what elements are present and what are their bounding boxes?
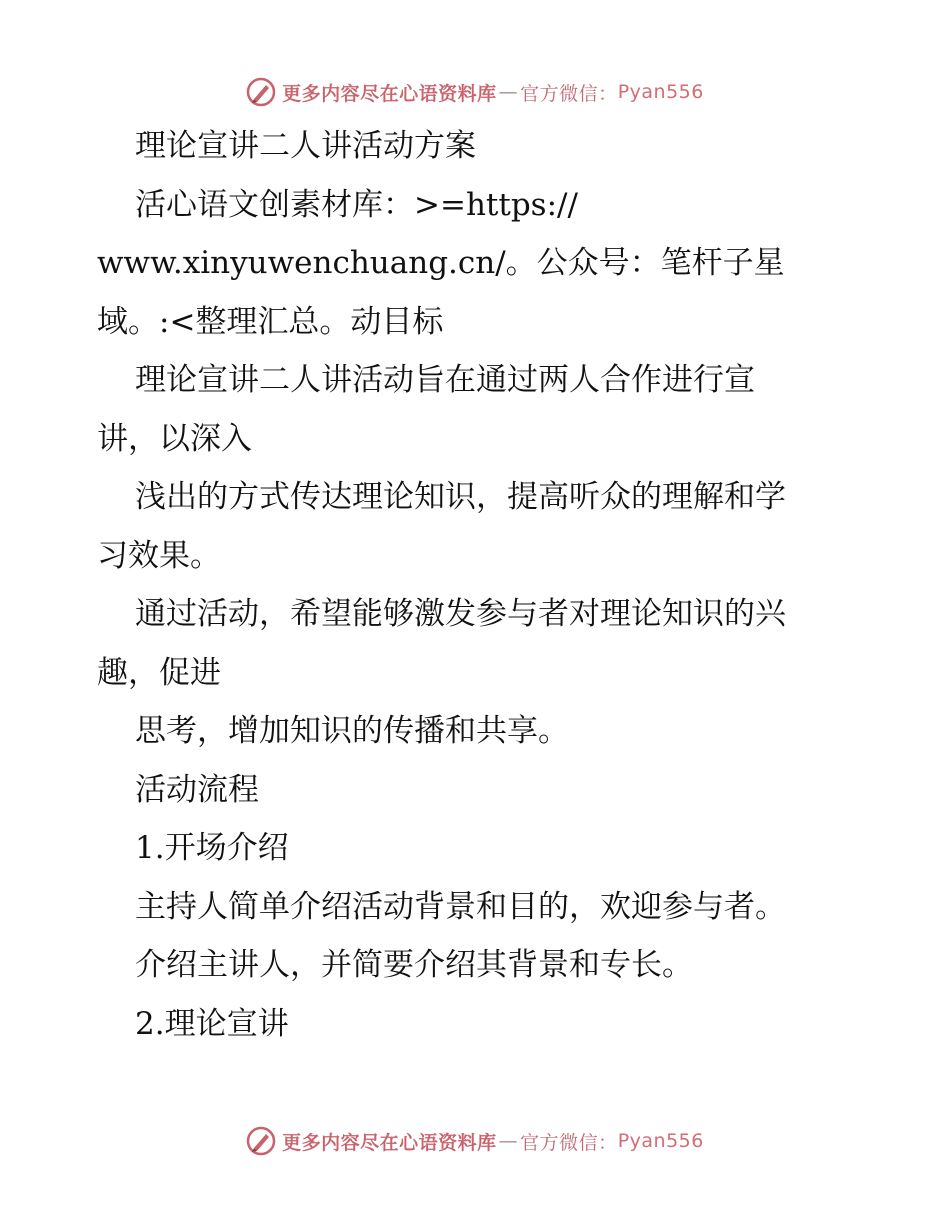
pen-logo-icon [246, 1126, 276, 1156]
doc-title: 理论宣讲二人讲活动方案 [135, 128, 476, 164]
doc-line: 思考，增加知识的传播和共享。 [135, 713, 569, 749]
subsection-heading: 1.开场介绍 [135, 830, 289, 866]
footer-wechat-id: Pyan556 [617, 1130, 704, 1152]
header-banner [0, 72, 950, 112]
doc-line: 通过活动，希望能够激发参与者对理论知识的兴 [135, 596, 786, 632]
pen-logo-icon [246, 77, 276, 107]
doc-line: www.xinyuwenchuang.cn/。公众号：笔杆子星 [97, 245, 785, 281]
header-separator: — [498, 81, 519, 103]
doc-line: 理论宣讲二人讲活动旨在通过两人合作进行宣 [135, 362, 755, 398]
footer-site-text: 更多内容尽在心语资料库 [282, 1131, 497, 1154]
doc-line: 主持人简单介绍活动背景和目的，欢迎参与者。 [135, 888, 786, 925]
doc-line: 域。:<整理汇总。动目标 [97, 303, 444, 340]
header-site-text: 更多内容尽在心语资料库 [282, 82, 497, 105]
header-wechat-id: Pyan556 [617, 81, 704, 103]
doc-line: 介绍主讲人，并简要介绍其背景和专长。 [135, 947, 693, 983]
footer-account-text: 官方微信： [520, 1131, 618, 1154]
document-body [97, 117, 897, 1053]
header-account-text: 官方微信： [520, 82, 618, 105]
doc-line: 浅出的方式传达理论知识，提高听众的理解和学 [135, 479, 786, 515]
doc-line: 讲，以深入 [97, 420, 252, 457]
section-heading: 活动流程 [135, 771, 259, 808]
doc-line: 活心语文创素材库：>=https:// [135, 186, 578, 223]
subsection-heading: 2.理论宣讲 [135, 1005, 289, 1042]
footer-banner [0, 1121, 950, 1161]
doc-line: 习效果。 [97, 537, 221, 574]
doc-line: 趣，促进 [97, 654, 221, 691]
footer-separator: — [498, 1130, 519, 1152]
